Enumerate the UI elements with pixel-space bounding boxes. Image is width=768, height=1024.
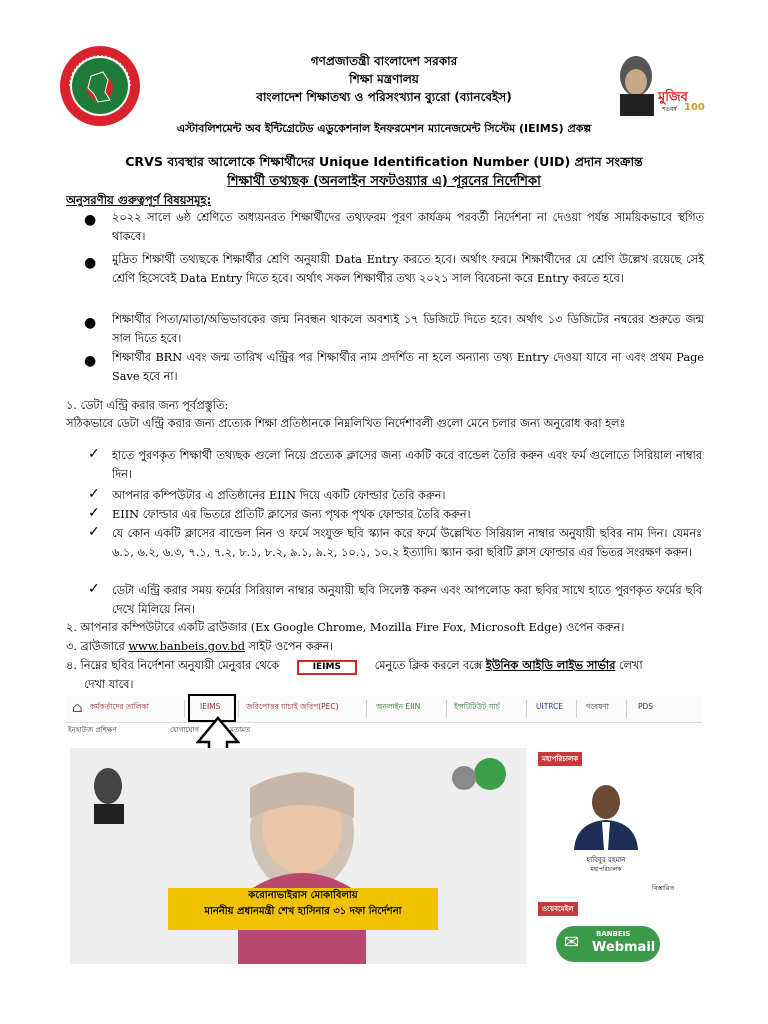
bullet-3: শিক্ষার্থীর পিতা/মাতা/অভিভাবকের জন্ম নিবন্ধন থাকলে অবশ্যই ১৭ ডিজিটে দিতে হবে। অর্থাৎ ১৩ ডিজিটের নম্বরের শুরুতে জন্ম সাল দিতে হবে। bbox=[112, 313, 704, 345]
check-mark: ✓ bbox=[88, 446, 100, 462]
nav-ieims[interactable]: IEIMS bbox=[200, 702, 221, 711]
home-icon[interactable]: ⌂ bbox=[72, 700, 83, 716]
bullet-dot: ● bbox=[84, 353, 97, 369]
site-navbar bbox=[66, 696, 702, 723]
check-4: যে কোন একটি ক্লাসের বান্ডেল নিন ও ফর্মে সংযুক্ত ছবি স্ক্যান করে ফর্মে উল্লেখিত সিরিয়াল নাম্বার অনুযায়ী ছবির নাম দিন। যেমনঃ ৬.১, ৬.২, ৬.৩, ৭.১, ৭.২, ৮.১, ৮.২, ৯.১, ৯.২, ১০.১, ১০.২ ইত্যাদি। স্ক্যান করা ছবিটি ক্লাস ফোল্ডার এর ভিতর সংরক্ষণ করুন। bbox=[112, 527, 702, 559]
check-3: EIIN ফোল্ডার এর ভিতরে প্রতিটি ক্লাসের জন্য পৃথক পৃথক ফোল্ডার তৈরি করুন। bbox=[112, 508, 471, 521]
banner-mujib-logo bbox=[84, 764, 164, 824]
check-1: হাতে পুরণকৃত শিক্ষার্থী তথ্যছক গুলো নিয়ে প্রত্যেক ক্লাসের জন্য একটি করে বান্ডেল তৈরি করুন এবং ফর্ম গুলোতে সিরিয়াল নাম্বার দিন। bbox=[112, 449, 702, 481]
banner-caption-2: মাননীয় প্রধানমন্ত্রী শেখ হাসিনার ৩১ দফা নির্দেশনা bbox=[204, 906, 402, 917]
doc-title-2-text: শিক্ষার্থী তথ্যছক (অনলাইন সফটওয়্যার এ) পূরনের নির্দেশিকা bbox=[227, 174, 541, 189]
header-line-2: শিক্ষা মন্ত্রণালয় bbox=[349, 72, 419, 86]
webmail-panel bbox=[536, 898, 684, 968]
dg-photo bbox=[566, 778, 646, 850]
banner-caption-1: করোনাভাইরাস মোকাবিলায় bbox=[248, 890, 358, 901]
check-mark: ✓ bbox=[88, 581, 100, 597]
important-heading-text: অনুসরণীয় গুরুত্বপূর্ণ বিষয়সমূহ: bbox=[66, 193, 212, 207]
step-4-bold: ইউনিক আইডি লাইভ সার্ভার bbox=[485, 658, 616, 672]
webmail-button[interactable] bbox=[556, 926, 660, 962]
nav-sep bbox=[576, 700, 577, 718]
nav-sep bbox=[526, 700, 527, 718]
project-name: এস্টাবলিশমেন্ট অব ইন্টিগ্রেটেড এডুকেশনাল ইনফরমেশন ম্যানেজমেন্ট সিস্টেম (IEIMS) প্রকল্প bbox=[176, 122, 592, 135]
nav-research[interactable]: গবেষণা bbox=[586, 702, 609, 711]
bullet-dot: ● bbox=[84, 255, 97, 271]
dg-panel-title: মহাপরিচালক bbox=[538, 752, 582, 766]
section1-heading: ১. ডেটা এন্ট্রি করার জন্য পূর্বপ্রস্তুতি: bbox=[66, 399, 229, 412]
nav-sep bbox=[184, 700, 185, 718]
step-4-pre: ৪. নিম্নের ছবির নির্দেশনা অনুযায়ী মেনুবার থেকে bbox=[66, 659, 280, 672]
banner-caption-box bbox=[168, 888, 438, 930]
dg-panel bbox=[536, 748, 684, 878]
check-mark: ✓ bbox=[88, 505, 100, 521]
nav-pec[interactable]: জরিপোত্তর যাচাই জরিপ(PEC) bbox=[246, 702, 339, 711]
dg-name: হাবিবুর রহমান bbox=[586, 856, 626, 864]
nav-sep bbox=[446, 700, 447, 718]
banbeis-link[interactable]: www.banbeis.gov.bd bbox=[128, 640, 245, 653]
nav-sep bbox=[366, 700, 367, 718]
nav-online-eiin[interactable]: অনলাইন EIIN bbox=[376, 702, 421, 711]
hero-banner bbox=[70, 748, 526, 964]
bullet-4: শিক্ষার্থীর BRN এবং জন্ম তারিখ এন্ট্রির পর শিক্ষার্থীর নাম প্রদর্শিত না হলে অন্যান্য তথ্য Entry দেওয়া যাবে না এবং প্রথম Page Save হবে না। bbox=[112, 351, 704, 383]
mujib-number: 100 bbox=[684, 102, 705, 113]
step-3-pre: ৩. ব্রাউজারে bbox=[66, 640, 129, 653]
check-5: ডেটা এন্ট্রি করার সময় ফর্মের সিরিয়াল নাম্বার অনুযায়ী ছবি সিলেক্ট করুন এবং আপলোড করা ছবির সাথে হাতে পুরণকৃত ফর্মের ছবি দেখে মিলিয়ে নিন। bbox=[112, 584, 702, 616]
bullet-dot: ● bbox=[84, 212, 97, 228]
subnav-feedback[interactable]: মতামত bbox=[230, 726, 251, 734]
more-link[interactable]: বিস্তারিত bbox=[652, 884, 675, 892]
bullet-1: ২০২২ সালে ৬ষ্ঠ শ্রেণিতে অধ্যয়নরত শিক্ষার্থীদের তথ্যফরম পূরণ কার্যক্রম পরবর্তী নির্দেশনা না দেওয়া পর্যন্ত সাময়িকভাবে স্থগিত থাকবে। bbox=[112, 211, 704, 243]
step-3 bbox=[66, 637, 716, 656]
header-line-3: বাংলাদেশ শিক্ষাতথ্য ও পরিসংখ্যান ব্যুরো (ব্যানবেইস) bbox=[256, 90, 512, 104]
nav-institute-search[interactable]: ইন্সটিটিউট সার্চ bbox=[454, 702, 500, 711]
step-2: ২. আপনার কম্পিউটারে একটি ব্রাউজার (Ex Google Chrome, Mozilla Fire Fox, Microsoft Edge) ওপেন করুন। bbox=[66, 621, 625, 634]
dg-designation: মহাপরিচালক bbox=[590, 866, 622, 873]
step-4-post: লেখা bbox=[615, 659, 643, 672]
step-3-post: সাইট ওপেন করুন। bbox=[244, 640, 334, 653]
bullet-2: মুদ্রিত শিক্ষার্থী তথ্যছকে শিক্ষার্থীর শ্রেণি অনুযায়ী Data Entry করতে হবে। অর্থাৎ ফরমে শিক্ষার্থীদের যে শ্রেণি উল্লেখ রয়েছে সেই শ্রেণি হিসেবেই Data Entry দিতে হবে। অর্থাৎ সকল শিক্ষার্থীর তথ্য ২০২১ সাল বিবেচনা করে Entry করতে হবে। bbox=[112, 253, 704, 285]
mujib-text: মুজিব bbox=[658, 90, 688, 105]
nav-pds[interactable]: PDS bbox=[638, 702, 654, 711]
webmail-bottom-text: Webmail bbox=[592, 940, 656, 955]
bullet-dot: ● bbox=[84, 315, 97, 331]
nav-officers[interactable]: কর্মকর্তাদের তালিকা bbox=[90, 702, 149, 711]
webmail-top-text: BANBEIS bbox=[596, 930, 631, 938]
check-2: আপনার কম্পিউটার এ প্রতিষ্ঠানের EIIN দিয়ে একটি ফোল্ডার তৈরি করুন। bbox=[112, 489, 446, 502]
doc-title-1: CRVS ব্যবস্থার আলোকে শিক্ষার্থীদের Unique Identification Number (UID) প্রদান সংক্রান্ত bbox=[125, 154, 643, 169]
nav-uitrce[interactable]: UITRCE bbox=[536, 702, 564, 711]
mujib-sub: শতবর্ষ bbox=[662, 106, 677, 113]
step-4-mid: মেনুতে ক্লিক করলে বক্সে bbox=[374, 659, 486, 672]
ieims-badge: IEIMS bbox=[297, 660, 357, 675]
site-subnav bbox=[66, 722, 702, 738]
webmail-panel-title: ওয়েবমেইল bbox=[538, 902, 578, 916]
doc-title-2 bbox=[0, 172, 768, 193]
check-mark: ✓ bbox=[88, 524, 100, 540]
nav-sep bbox=[626, 700, 627, 718]
step-4 bbox=[66, 656, 716, 675]
mail-icon: ✉ bbox=[564, 932, 580, 953]
step-4-line2: দেখা যাবে। bbox=[84, 678, 134, 691]
section1-intro: সঠিকভাবে ডেটা এন্ট্রি করার জন্য প্রত্যেক শিক্ষা প্রতিষ্ঠানকে নিম্নলিখিত নির্দেশাবলী গুলো মেনে চলার জন্য অনুরোধ করা হলঃ bbox=[66, 417, 626, 430]
check-mark: ✓ bbox=[88, 486, 100, 502]
header-line-1: গণপ্রজাতন্ত্রী বাংলাদেশ সরকার bbox=[310, 54, 458, 68]
subnav-contact[interactable]: যোগাযোগ bbox=[170, 726, 199, 734]
subnav-training[interactable]: ইনহাউজ প্রশিক্ষণ bbox=[68, 726, 117, 734]
